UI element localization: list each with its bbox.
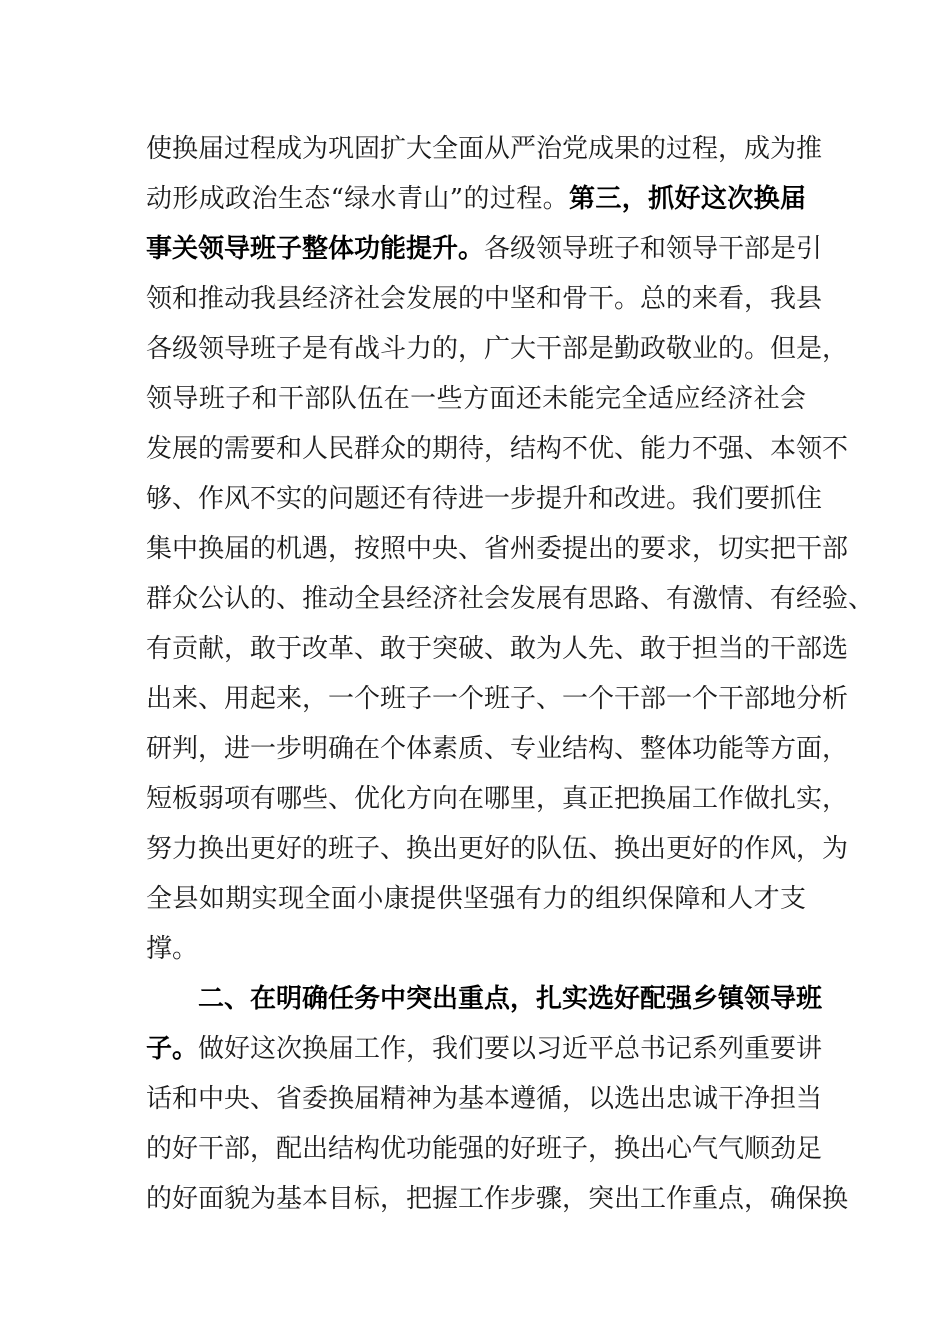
text-line — [146, 1124, 823, 1174]
text-run: 撑。 — [146, 934, 199, 964]
text-run: 努力换出更好的班子、换出更好的队伍、换出更好的作风，为 — [146, 834, 849, 864]
text-run: 做好这次换届工作，我们要以习近平总书记系列重要讲 — [198, 1034, 823, 1064]
text-line — [146, 1174, 849, 1224]
text-line — [146, 1024, 823, 1074]
text-line — [146, 624, 849, 674]
text-run: 有贡献，敢于改革、敢于突破、敢为人先、敢于担当的干部选 — [146, 634, 849, 664]
text-run: 出来、用起来，一个班子一个班子、一个干部一个干部地分析 — [146, 684, 849, 714]
text-line — [146, 474, 823, 524]
text-line — [146, 874, 806, 924]
text-line — [146, 824, 849, 874]
text-run: 使换届过程成为巩固扩大全面从严治党成果的过程，成为推 — [146, 134, 823, 164]
text-line — [146, 224, 823, 274]
text-line — [146, 424, 849, 474]
section-heading-line — [198, 974, 823, 1024]
text-line — [146, 374, 806, 424]
bold-heading-run: 子。 — [146, 1034, 199, 1064]
text-run: 领导班子和干部队伍在一些方面还未能完全适应经济社会 — [146, 384, 806, 414]
text-line — [146, 274, 823, 324]
text-run: 全县如期实现全面小康提供坚强有力的组织保障和人才支 — [146, 884, 806, 914]
bold-heading-run: 二、在明确任务中突出重点，扎实选好配强乡镇领导班 — [198, 984, 823, 1014]
bold-heading-run: 事关领导班子整体功能提升。 — [146, 234, 485, 264]
text-run: 话和中央、省委换届精神为基本遵循，以选出忠诚干净担当 — [146, 1084, 823, 1114]
text-line — [146, 924, 806, 974]
bold-heading-run: 第三，抓好这次换届 — [568, 184, 806, 214]
text-line — [146, 174, 806, 224]
text-line — [146, 724, 849, 774]
text-run: 领和推动我县经济社会发展的中坚和骨干。总的来看，我县 — [146, 284, 823, 314]
text-line — [146, 774, 849, 824]
text-run: 各级领导班子和领导干部是引 — [484, 234, 823, 264]
text-line — [146, 124, 823, 174]
text-line — [146, 524, 849, 574]
text-run: 的好面貌为基本目标，把握工作步骤，突出工作重点，确保换 — [146, 1184, 849, 1214]
text-run: 动形成政治生态“绿水青山”的过程。 — [146, 184, 569, 214]
text-run: 集中换届的机遇，按照中央、省州委提出的要求，切实把干部 — [146, 534, 849, 564]
text-run: 各级领导班子是有战斗力的，广大干部是勤政敬业的。但是， — [146, 334, 849, 364]
text-line — [146, 1074, 823, 1124]
text-line — [146, 574, 875, 624]
text-line — [146, 674, 849, 724]
text-run: 够、作风不实的问题还有待进一步提升和改进。我们要抓住 — [146, 484, 823, 514]
text-run: 的好干部，配出结构优功能强的好班子，换出心气气顺劲足 — [146, 1134, 823, 1164]
text-run: 群众公认的、推动全县经济社会发展有思路、有激情、有经验、 — [146, 584, 875, 614]
text-run: 研判，进一步明确在个体素质、专业结构、整体功能等方面， — [146, 734, 849, 764]
text-run: 短板弱项有哪些、优化方向在哪里，真正把换届工作做扎实， — [146, 784, 849, 814]
text-line — [146, 324, 849, 374]
text-run: 发展的需要和人民群众的期待，结构不优、能力不强、本领不 — [146, 434, 849, 464]
